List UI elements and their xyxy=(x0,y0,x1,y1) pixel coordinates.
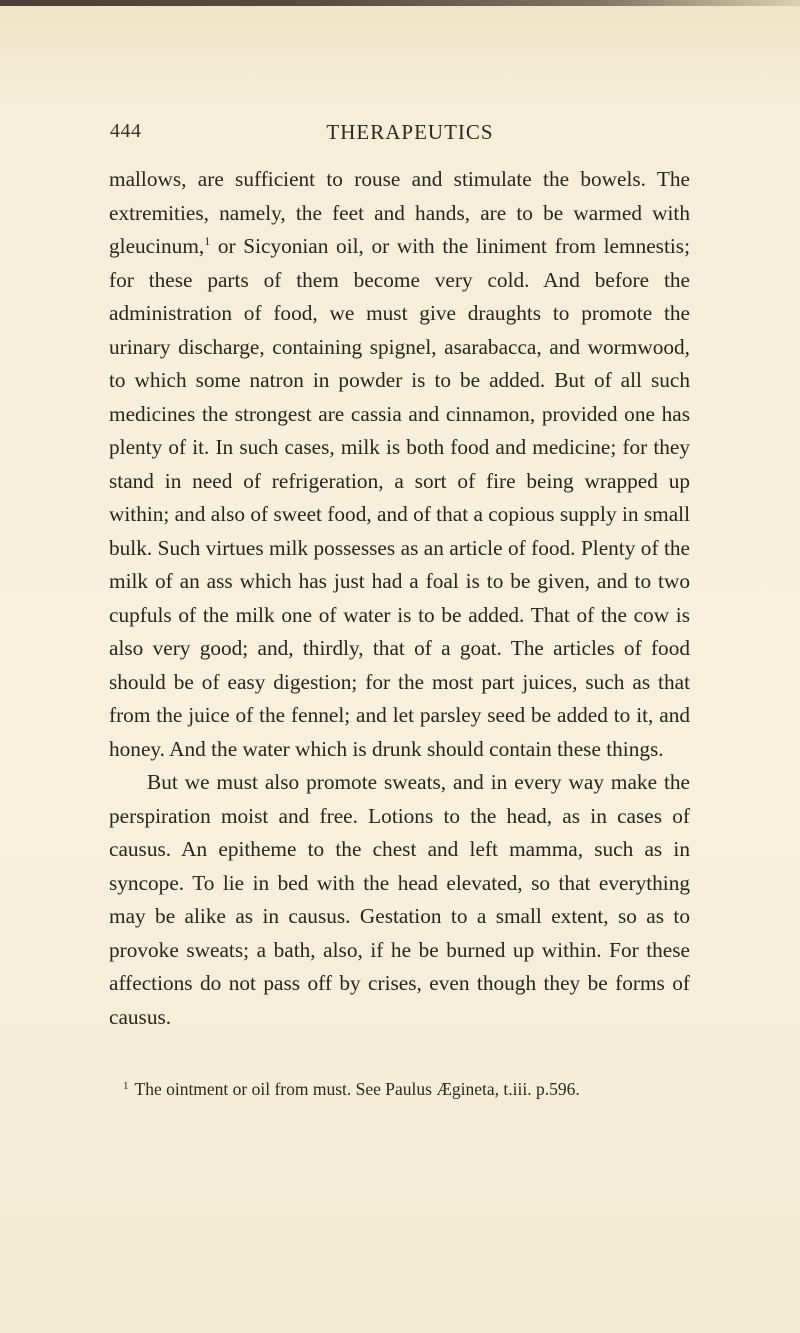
footnote-reference: 1 xyxy=(204,234,211,248)
page-top-edge xyxy=(0,0,800,6)
body-text xyxy=(109,163,690,1034)
paragraph-1 xyxy=(109,163,690,766)
footnote xyxy=(109,1077,709,1101)
footnote-text: The ointment or oil from must. See Paulus Ægineta, t.iii. p.596. xyxy=(134,1079,580,1099)
running-title: THERAPEUTICS xyxy=(326,120,494,144)
paragraph-2: But we must also promote sweats, and in every way make the perspiration moist and free. Lotions to the head, as in cases of causus. An epitheme to the chest and left mamma, such as in syncope. To lie in bed with the head elevated, so that everything may be alike as in causus. Gestation to a small extent, so as to provoke sweats; a bath, also, if he be burned up within. For these affections do not pass off by crises, even though they be forms of causus. xyxy=(109,770,690,1029)
page-number: 444 xyxy=(110,120,142,142)
footnote-marker: 1 xyxy=(123,1080,129,1092)
page-header xyxy=(110,120,710,150)
paragraph-1-part-2: or Sicyonian oil, or with the liniment from lemnestis; for these parts of them become very cold. And before the administration of food, we must give draughts to promote the urinary discharge, containing spignel, asarabacca, and wormwood, to which some natron in powder is to be added. But of all such medicines the strongest are cassia and cinnamon, provided one has plenty of it. In such cases, milk is both food and medicine; for they stand in need of refrigeration, a sort of fire being wrapped up within; and also of sweet food, and of that a copious supply in small bulk. Such virtues milk possesses as an article of food. Plenty of the milk of an ass which has just had a foal is to be given, and to two cupfuls of the milk one of water is to be added. That of the cow is also very good; and, thirdly, that of a goat. The articles of food should be of easy digestion; for the most part juices, such as that from the juice of the fennel; and let parsley seed be added to it, and honey. And the water which is drunk should contain these things. xyxy=(109,234,690,761)
paragraph-1-part-1: mallows, are sufficient to rouse and stimulate the bowels. The extremities, namely, the feet and hands, are to be warmed with gleucinum, xyxy=(109,167,690,258)
